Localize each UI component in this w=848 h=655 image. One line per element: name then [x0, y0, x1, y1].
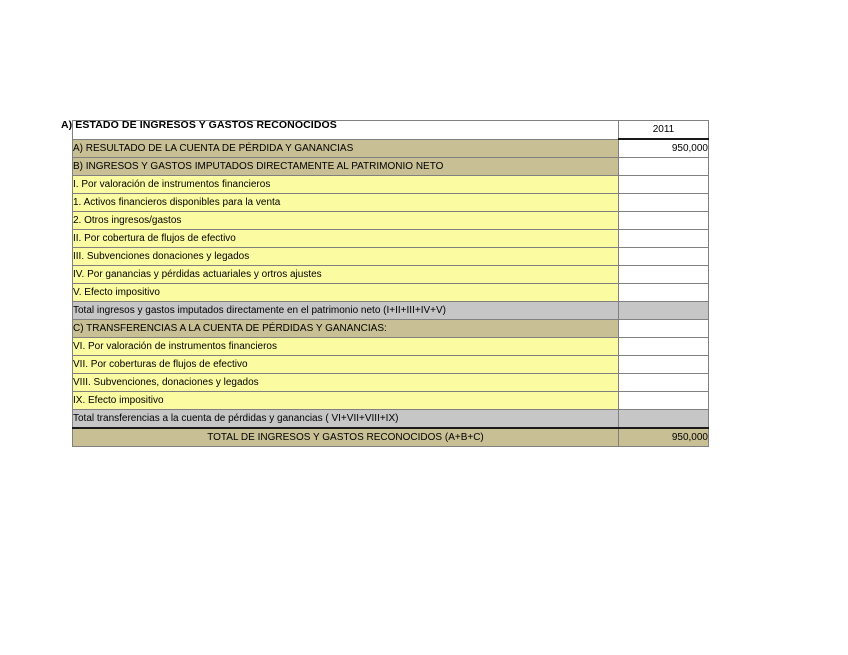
row-value	[619, 248, 709, 266]
row-label: TOTAL DE INGRESOS Y GASTOS RECONOCIDOS (A+B+C)	[73, 428, 619, 447]
table-row	[73, 392, 709, 410]
row-value	[619, 194, 709, 212]
table-head	[73, 121, 709, 140]
row-value	[619, 176, 709, 194]
row-label: IX. Efecto impositivo	[73, 392, 619, 410]
row-label: IV. Por ganancias y pérdidas actuariales y ortros ajustes	[73, 266, 619, 284]
table-row	[73, 212, 709, 230]
row-value	[619, 158, 709, 176]
table-row	[73, 158, 709, 176]
table-row	[73, 230, 709, 248]
row-value	[619, 266, 709, 284]
row-label: C) TRANSFERENCIAS A LA CUENTA DE PÉRDIDAS Y GANANCIAS:	[73, 320, 619, 338]
page-title: A) ESTADO DE INGRESOS Y GASTOS RECONOCIDOS	[61, 119, 337, 131]
row-label: II. Por cobertura de flujos de efectivo	[73, 230, 619, 248]
row-value	[619, 410, 709, 429]
row-value	[619, 284, 709, 302]
table-row	[73, 284, 709, 302]
year-column-header: 2011	[619, 121, 709, 140]
row-label: A) RESULTADO DE LA CUENTA DE PÉRDIDA Y GANANCIAS	[73, 139, 619, 158]
row-label: VII. Por coberturas de flujos de efectivo	[73, 356, 619, 374]
table-row	[73, 338, 709, 356]
row-label: Total transferencias a la cuenta de pérdidas y ganancias ( VI+VII+VIII+IX)	[73, 410, 619, 429]
row-value	[619, 392, 709, 410]
row-label: Total ingresos y gastos imputados directamente en el patrimonio neto (I+II+III+IV+V)	[73, 302, 619, 320]
row-label: 2. Otros ingresos/gastos	[73, 212, 619, 230]
row-value: 950,000	[619, 139, 709, 158]
table-row	[73, 248, 709, 266]
row-label: I. Por valoración de instrumentos financieros	[73, 176, 619, 194]
row-value	[619, 302, 709, 320]
row-label: 1. Activos financieros disponibles para la venta	[73, 194, 619, 212]
table-row	[73, 356, 709, 374]
row-label: III. Subvenciones donaciones y legados	[73, 248, 619, 266]
table-row	[73, 266, 709, 284]
table-row	[73, 194, 709, 212]
row-value	[619, 212, 709, 230]
table-row	[73, 320, 709, 338]
row-value: 950,000	[619, 428, 709, 447]
table-row	[73, 428, 709, 447]
row-value	[619, 356, 709, 374]
table-body	[73, 139, 709, 447]
row-value	[619, 374, 709, 392]
table-row	[73, 410, 709, 429]
table-header-row	[73, 121, 709, 140]
table-row	[73, 139, 709, 158]
header-spacer-cell	[73, 121, 619, 140]
table-row	[73, 176, 709, 194]
row-label: B) INGRESOS Y GASTOS IMPUTADOS DIRECTAMENTE AL PATRIMONIO NETO	[73, 158, 619, 176]
row-label: VI. Por valoración de instrumentos financieros	[73, 338, 619, 356]
statement-of-recognised-income-and-expenses-table	[72, 120, 709, 447]
row-value	[619, 230, 709, 248]
row-label: VIII. Subvenciones, donaciones y legados	[73, 374, 619, 392]
row-label: V. Efecto impositivo	[73, 284, 619, 302]
table-row	[73, 374, 709, 392]
row-value	[619, 338, 709, 356]
row-value	[619, 320, 709, 338]
table-row	[73, 302, 709, 320]
